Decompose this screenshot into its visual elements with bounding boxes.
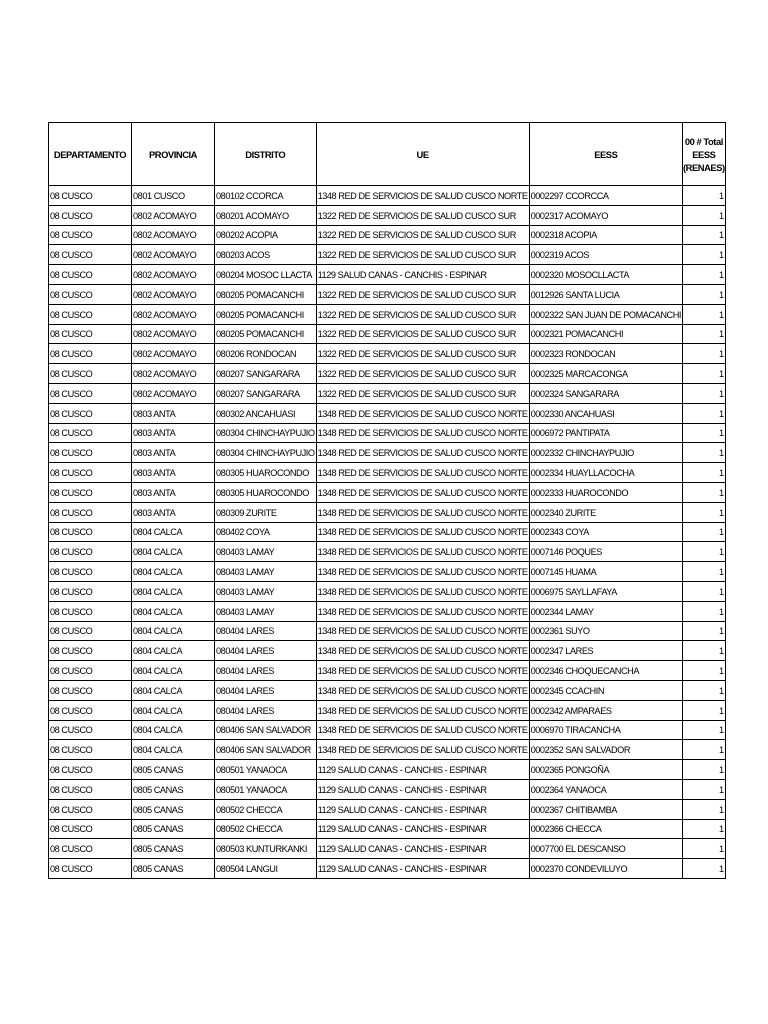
- eess-cell: 0002320 MOSOCLLACTA: [529, 265, 682, 285]
- total-cell: 1: [683, 859, 726, 879]
- departamento-cell: 08 CUSCO: [49, 641, 132, 661]
- ue-cell: 1348 RED DE SERVICIOS DE SALUD CUSCO NORTE: [316, 581, 529, 601]
- departamento-cell: 08 CUSCO: [49, 819, 132, 839]
- distrito-cell: 080206 RONDOCAN: [215, 344, 317, 364]
- table-row: [49, 581, 726, 601]
- eess-cell: 0007145 HUAMA: [529, 562, 682, 582]
- provincia-cell: 0804 CALCA: [132, 700, 215, 720]
- provincia-cell: 0803 ANTA: [132, 403, 215, 423]
- provincia-cell: 0804 CALCA: [132, 661, 215, 681]
- total-cell: 1: [683, 680, 726, 700]
- ue-cell: 1348 RED DE SERVICIOS DE SALUD CUSCO NORTE: [316, 621, 529, 641]
- provincia-cell: 0802 ACOMAYO: [132, 364, 215, 384]
- eess-cell: 0007146 POQUES: [529, 542, 682, 562]
- provincia-cell: 0801 CUSCO: [132, 186, 215, 206]
- distrito-cell: 080504 LANGUI: [215, 859, 317, 879]
- departamento-cell: 08 CUSCO: [49, 423, 132, 443]
- distrito-cell: 080305 HUAROCONDO: [215, 482, 317, 502]
- provincia-cell: 0804 CALCA: [132, 720, 215, 740]
- table-row: [49, 284, 726, 304]
- distrito-cell: 080205 POMACANCHI: [215, 284, 317, 304]
- departamento-cell: 08 CUSCO: [49, 740, 132, 760]
- departamento-cell: 08 CUSCO: [49, 225, 132, 245]
- total-cell: 1: [683, 463, 726, 483]
- ue-cell: 1348 RED DE SERVICIOS DE SALUD CUSCO NORTE: [316, 700, 529, 720]
- table-row: [49, 423, 726, 443]
- departamento-cell: 08 CUSCO: [49, 364, 132, 384]
- total-cell: 1: [683, 779, 726, 799]
- ue-cell: 1322 RED DE SERVICIOS DE SALUD CUSCO SUR: [316, 225, 529, 245]
- eess-cell: 0002347 LARES: [529, 641, 682, 661]
- eess-cell: 0002330 ANCAHUASI: [529, 403, 682, 423]
- table-row: [49, 680, 726, 700]
- total-cell: 1: [683, 304, 726, 324]
- ue-cell: 1348 RED DE SERVICIOS DE SALUD CUSCO NORTE: [316, 680, 529, 700]
- distrito-cell: 080404 LARES: [215, 700, 317, 720]
- ue-cell: 1348 RED DE SERVICIOS DE SALUD CUSCO NORTE: [316, 403, 529, 423]
- total-cell: 1: [683, 502, 726, 522]
- total-cell: 1: [683, 482, 726, 502]
- table-row: [49, 760, 726, 780]
- eess-cell: 0002345 CCACHIN: [529, 680, 682, 700]
- ue-cell: 1322 RED DE SERVICIOS DE SALUD CUSCO SUR: [316, 284, 529, 304]
- table-row: [49, 403, 726, 423]
- ue-cell: 1348 RED DE SERVICIOS DE SALUD CUSCO NORTE: [316, 641, 529, 661]
- table-row: [49, 245, 726, 265]
- ue-cell: 1348 RED DE SERVICIOS DE SALUD CUSCO NORTE: [316, 186, 529, 206]
- total-cell: 1: [683, 700, 726, 720]
- eess-cell: 0006975 SAYLLAFAYA: [529, 581, 682, 601]
- provincia-cell: 0802 ACOMAYO: [132, 304, 215, 324]
- total-cell: 1: [683, 562, 726, 582]
- ue-cell: 1129 SALUD CANAS - CANCHIS - ESPINAR: [316, 265, 529, 285]
- eess-cell: 0002370 CONDEVILUYO: [529, 859, 682, 879]
- departamento-cell: 08 CUSCO: [49, 661, 132, 681]
- eess-cell: 0002325 MARCACONGA: [529, 364, 682, 384]
- distrito-cell: 080403 LAMAY: [215, 542, 317, 562]
- departamento-cell: 08 CUSCO: [49, 482, 132, 502]
- total-cell: 1: [683, 542, 726, 562]
- total-cell: 1: [683, 819, 726, 839]
- departamento-cell: 08 CUSCO: [49, 601, 132, 621]
- departamento-cell: 08 CUSCO: [49, 383, 132, 403]
- provincia-cell: 0802 ACOMAYO: [132, 344, 215, 364]
- departamento-cell: 08 CUSCO: [49, 324, 132, 344]
- ue-cell: 1129 SALUD CANAS - CANCHIS - ESPINAR: [316, 839, 529, 859]
- provincia-cell: 0804 CALCA: [132, 542, 215, 562]
- departamento-cell: 08 CUSCO: [49, 284, 132, 304]
- table-row: [49, 225, 726, 245]
- ue-cell: 1348 RED DE SERVICIOS DE SALUD CUSCO NORTE: [316, 601, 529, 621]
- table-row: [49, 186, 726, 206]
- eess-cell: 0002361 SUYO: [529, 621, 682, 641]
- distrito-cell: 080201 ACOMAYO: [215, 205, 317, 225]
- provincia-cell: 0802 ACOMAYO: [132, 225, 215, 245]
- table-row: [49, 344, 726, 364]
- ue-cell: 1129 SALUD CANAS - CANCHIS - ESPINAR: [316, 760, 529, 780]
- distrito-cell: 080403 LAMAY: [215, 601, 317, 621]
- departamento-cell: 08 CUSCO: [49, 839, 132, 859]
- ue-cell: 1129 SALUD CANAS - CANCHIS - ESPINAR: [316, 799, 529, 819]
- table-row: [49, 601, 726, 621]
- provincia-cell: 0802 ACOMAYO: [132, 324, 215, 344]
- eess-cell: 0002323 RONDOCAN: [529, 344, 682, 364]
- table-row: [49, 502, 726, 522]
- ue-cell: 1348 RED DE SERVICIOS DE SALUD CUSCO NORTE: [316, 542, 529, 562]
- table-row: [49, 641, 726, 661]
- eess-cell: 0002324 SANGARARA: [529, 383, 682, 403]
- total-cell: 1: [683, 522, 726, 542]
- provincia-cell: 0802 ACOMAYO: [132, 284, 215, 304]
- total-cell: 1: [683, 581, 726, 601]
- provincia-cell: 0802 ACOMAYO: [132, 383, 215, 403]
- provincia-cell: 0804 CALCA: [132, 740, 215, 760]
- ue-cell: 1348 RED DE SERVICIOS DE SALUD CUSCO NORTE: [316, 463, 529, 483]
- total-cell: 1: [683, 364, 726, 384]
- eess-cell: 0002344 LAMAY: [529, 601, 682, 621]
- distrito-cell: 080403 LAMAY: [215, 581, 317, 601]
- total-cell: 1: [683, 641, 726, 661]
- eess-cell: 0006970 TIRACANCHA: [529, 720, 682, 740]
- total-cell: 1: [683, 443, 726, 463]
- provincia-cell: 0804 CALCA: [132, 562, 215, 582]
- distrito-cell: 080406 SAN SALVADOR: [215, 720, 317, 740]
- eess-cell: 0002346 CHOQUECANCHA: [529, 661, 682, 681]
- distrito-cell: 080204 MOSOC LLACTA: [215, 265, 317, 285]
- table-row: [49, 265, 726, 285]
- total-cell: 1: [683, 245, 726, 265]
- departamento-cell: 08 CUSCO: [49, 779, 132, 799]
- eess-cell: 0002318 ACOPIA: [529, 225, 682, 245]
- provincia-cell: 0802 ACOMAYO: [132, 205, 215, 225]
- header-total-eess: 00 # Total EESS (RENAES): [683, 123, 726, 186]
- eess-cell: 0002334 HUAYLLACOCHA: [529, 463, 682, 483]
- table-row: [49, 720, 726, 740]
- eess-cell: 0007700 EL DESCANSO: [529, 839, 682, 859]
- total-cell: 1: [683, 621, 726, 641]
- ue-cell: 1129 SALUD CANAS - CANCHIS - ESPINAR: [316, 819, 529, 839]
- table-row: [49, 740, 726, 760]
- distrito-cell: 080501 YANAOCA: [215, 760, 317, 780]
- ue-cell: 1348 RED DE SERVICIOS DE SALUD CUSCO NORTE: [316, 661, 529, 681]
- table-row: [49, 542, 726, 562]
- provincia-cell: 0804 CALCA: [132, 621, 215, 641]
- provincia-cell: 0804 CALCA: [132, 641, 215, 661]
- header-provincia: PROVINCIA: [132, 123, 215, 186]
- ue-cell: 1322 RED DE SERVICIOS DE SALUD CUSCO SUR: [316, 205, 529, 225]
- table-row: [49, 324, 726, 344]
- provincia-cell: 0803 ANTA: [132, 482, 215, 502]
- eess-cell: 0002317 ACOMAYO: [529, 205, 682, 225]
- provincia-cell: 0804 CALCA: [132, 581, 215, 601]
- table-row: [49, 799, 726, 819]
- departamento-cell: 08 CUSCO: [49, 581, 132, 601]
- distrito-cell: 080404 LARES: [215, 641, 317, 661]
- distrito-cell: 080203 ACOS: [215, 245, 317, 265]
- departamento-cell: 08 CUSCO: [49, 760, 132, 780]
- eess-cell: 0002366 CHECCA: [529, 819, 682, 839]
- eess-cell: 0002321 POMACANCHI: [529, 324, 682, 344]
- departamento-cell: 08 CUSCO: [49, 799, 132, 819]
- total-cell: 1: [683, 284, 726, 304]
- total-cell: 1: [683, 383, 726, 403]
- eess-cell: 0002340 ZURITE: [529, 502, 682, 522]
- distrito-cell: 080404 LARES: [215, 680, 317, 700]
- header-departamento: DEPARTAMENTO: [49, 123, 132, 186]
- distrito-cell: 080502 CHECCA: [215, 799, 317, 819]
- total-cell: 1: [683, 225, 726, 245]
- eess-cell: 0002297 CCORCCA: [529, 186, 682, 206]
- departamento-cell: 08 CUSCO: [49, 205, 132, 225]
- eess-cell: 0006972 PANTIPATA: [529, 423, 682, 443]
- total-cell: 1: [683, 403, 726, 423]
- total-cell: 1: [683, 205, 726, 225]
- total-cell: 1: [683, 720, 726, 740]
- departamento-cell: 08 CUSCO: [49, 621, 132, 641]
- ue-cell: 1348 RED DE SERVICIOS DE SALUD CUSCO NORTE: [316, 423, 529, 443]
- ue-cell: 1129 SALUD CANAS - CANCHIS - ESPINAR: [316, 859, 529, 879]
- provincia-cell: 0802 ACOMAYO: [132, 245, 215, 265]
- distrito-cell: 080403 LAMAY: [215, 562, 317, 582]
- table-row: [49, 304, 726, 324]
- provincia-cell: 0805 CANAS: [132, 760, 215, 780]
- eess-cell: 0012926 SANTA LUCIA: [529, 284, 682, 304]
- table-row: [49, 779, 726, 799]
- total-cell: 1: [683, 186, 726, 206]
- provincia-cell: 0805 CANAS: [132, 819, 215, 839]
- provincia-cell: 0802 ACOMAYO: [132, 265, 215, 285]
- ue-cell: 1322 RED DE SERVICIOS DE SALUD CUSCO SUR: [316, 304, 529, 324]
- distrito-cell: 080402 COYA: [215, 522, 317, 542]
- table-row: [49, 859, 726, 879]
- distrito-cell: 080503 KUNTURKANKI: [215, 839, 317, 859]
- table-row: [49, 443, 726, 463]
- table-row: [49, 621, 726, 641]
- distrito-cell: 080205 POMACANCHI: [215, 304, 317, 324]
- distrito-cell: 080404 LARES: [215, 661, 317, 681]
- table-row: [49, 700, 726, 720]
- ue-cell: 1348 RED DE SERVICIOS DE SALUD CUSCO NORTE: [316, 443, 529, 463]
- eess-cell: 0002367 CHITIBAMBA: [529, 799, 682, 819]
- provincia-cell: 0805 CANAS: [132, 799, 215, 819]
- table-body: [49, 186, 726, 879]
- total-cell: 1: [683, 839, 726, 859]
- provincia-cell: 0803 ANTA: [132, 423, 215, 443]
- provincia-cell: 0804 CALCA: [132, 522, 215, 542]
- departamento-cell: 08 CUSCO: [49, 443, 132, 463]
- header-distrito: DISTRITO: [215, 123, 317, 186]
- table-row: [49, 839, 726, 859]
- departamento-cell: 08 CUSCO: [49, 700, 132, 720]
- table-row: [49, 661, 726, 681]
- eess-cell: 0002343 COYA: [529, 522, 682, 542]
- header-eess: EESS: [529, 123, 682, 186]
- distrito-cell: 080102 CCORCA: [215, 186, 317, 206]
- distrito-cell: 080205 POMACANCHI: [215, 324, 317, 344]
- eess-cell: 0002364 YANAOCA: [529, 779, 682, 799]
- ue-cell: 1322 RED DE SERVICIOS DE SALUD CUSCO SUR: [316, 364, 529, 384]
- total-cell: 1: [683, 799, 726, 819]
- table-row: [49, 482, 726, 502]
- departamento-cell: 08 CUSCO: [49, 680, 132, 700]
- facilities-table: [48, 122, 726, 879]
- distrito-cell: 080406 SAN SALVADOR: [215, 740, 317, 760]
- provincia-cell: 0804 CALCA: [132, 680, 215, 700]
- eess-cell: 0002352 SAN SALVADOR: [529, 740, 682, 760]
- provincia-cell: 0803 ANTA: [132, 463, 215, 483]
- distrito-cell: 080304 CHINCHAYPUJIO: [215, 423, 317, 443]
- departamento-cell: 08 CUSCO: [49, 265, 132, 285]
- eess-cell: 0002365 PONGOÑA: [529, 760, 682, 780]
- header-row: [49, 123, 726, 186]
- table-row: [49, 522, 726, 542]
- ue-cell: 1322 RED DE SERVICIOS DE SALUD CUSCO SUR: [316, 245, 529, 265]
- provincia-cell: 0805 CANAS: [132, 779, 215, 799]
- distrito-cell: 080305 HUAROCONDO: [215, 463, 317, 483]
- distrito-cell: 080207 SANGARARA: [215, 364, 317, 384]
- departamento-cell: 08 CUSCO: [49, 245, 132, 265]
- table-row: [49, 562, 726, 582]
- departamento-cell: 08 CUSCO: [49, 859, 132, 879]
- departamento-cell: 08 CUSCO: [49, 502, 132, 522]
- ue-cell: 1348 RED DE SERVICIOS DE SALUD CUSCO NORTE: [316, 720, 529, 740]
- eess-cell: 0002342 AMPARAES: [529, 700, 682, 720]
- departamento-cell: 08 CUSCO: [49, 304, 132, 324]
- distrito-cell: 080502 CHECCA: [215, 819, 317, 839]
- ue-cell: 1322 RED DE SERVICIOS DE SALUD CUSCO SUR: [316, 324, 529, 344]
- total-cell: 1: [683, 324, 726, 344]
- total-cell: 1: [683, 661, 726, 681]
- eess-cell: 0002319 ACOS: [529, 245, 682, 265]
- departamento-cell: 08 CUSCO: [49, 562, 132, 582]
- distrito-cell: 080302 ANCAHUASI: [215, 403, 317, 423]
- departamento-cell: 08 CUSCO: [49, 720, 132, 740]
- ue-cell: 1322 RED DE SERVICIOS DE SALUD CUSCO SUR: [316, 344, 529, 364]
- ue-cell: 1322 RED DE SERVICIOS DE SALUD CUSCO SUR: [316, 383, 529, 403]
- provincia-cell: 0805 CANAS: [132, 859, 215, 879]
- departamento-cell: 08 CUSCO: [49, 186, 132, 206]
- table-row: [49, 819, 726, 839]
- table-row: [49, 364, 726, 384]
- ue-cell: 1348 RED DE SERVICIOS DE SALUD CUSCO NORTE: [316, 482, 529, 502]
- departamento-cell: 08 CUSCO: [49, 403, 132, 423]
- departamento-cell: 08 CUSCO: [49, 344, 132, 364]
- provincia-cell: 0803 ANTA: [132, 502, 215, 522]
- ue-cell: 1348 RED DE SERVICIOS DE SALUD CUSCO NORTE: [316, 522, 529, 542]
- distrito-cell: 080501 YANAOCA: [215, 779, 317, 799]
- departamento-cell: 08 CUSCO: [49, 463, 132, 483]
- table-row: [49, 383, 726, 403]
- distrito-cell: 080404 LARES: [215, 621, 317, 641]
- distrito-cell: 080309 ZURITE: [215, 502, 317, 522]
- distrito-cell: 080304 CHINCHAYPUJIO: [215, 443, 317, 463]
- ue-cell: 1348 RED DE SERVICIOS DE SALUD CUSCO NORTE: [316, 740, 529, 760]
- provincia-cell: 0805 CANAS: [132, 839, 215, 859]
- total-cell: 1: [683, 760, 726, 780]
- eess-cell: 0002332 CHINCHAYPUJIO: [529, 443, 682, 463]
- total-cell: 1: [683, 265, 726, 285]
- total-cell: 1: [683, 601, 726, 621]
- provincia-cell: 0803 ANTA: [132, 443, 215, 463]
- table-row: [49, 463, 726, 483]
- ue-cell: 1348 RED DE SERVICIOS DE SALUD CUSCO NORTE: [316, 502, 529, 522]
- total-cell: 1: [683, 423, 726, 443]
- table-row: [49, 205, 726, 225]
- header-ue: UE: [316, 123, 529, 186]
- departamento-cell: 08 CUSCO: [49, 542, 132, 562]
- distrito-cell: 080207 SANGARARA: [215, 383, 317, 403]
- total-cell: 1: [683, 344, 726, 364]
- ue-cell: 1129 SALUD CANAS - CANCHIS - ESPINAR: [316, 779, 529, 799]
- distrito-cell: 080202 ACOPIA: [215, 225, 317, 245]
- ue-cell: 1348 RED DE SERVICIOS DE SALUD CUSCO NORTE: [316, 562, 529, 582]
- eess-cell: 0002322 SAN JUAN DE POMACANCHI: [529, 304, 682, 324]
- departamento-cell: 08 CUSCO: [49, 522, 132, 542]
- eess-cell: 0002333 HUAROCONDO: [529, 482, 682, 502]
- provincia-cell: 0804 CALCA: [132, 601, 215, 621]
- total-cell: 1: [683, 740, 726, 760]
